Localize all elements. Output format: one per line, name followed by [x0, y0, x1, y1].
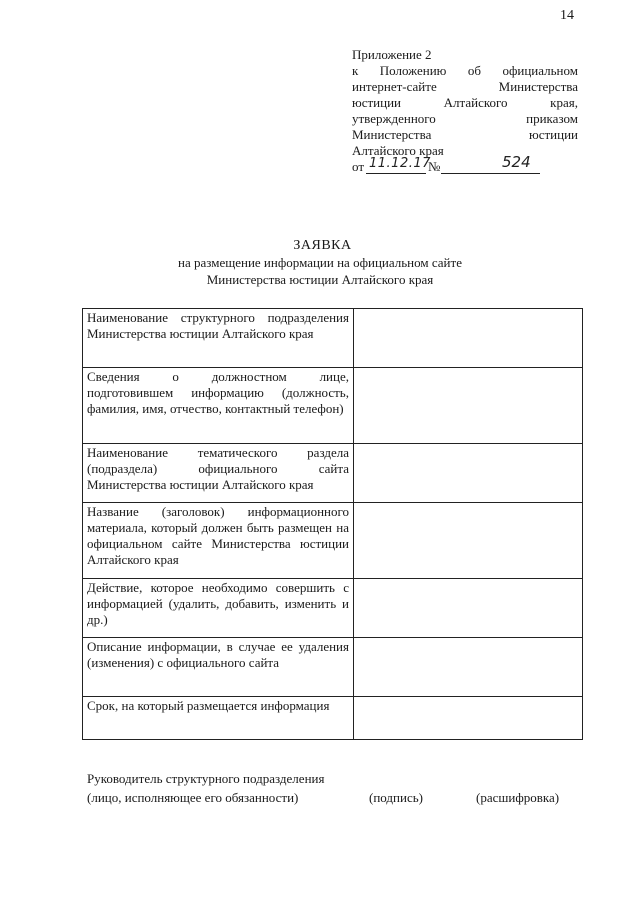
handwritten-number: 524 [502, 153, 531, 171]
document-heading [0, 237, 640, 288]
row-label: Действие, которое необходимо совершить с информацией (удалить, добавить, изменить и др.) [83, 579, 354, 638]
row-label: Описание информации, в случае ее удаления (изменения) с официального сайта [83, 638, 354, 697]
appendix-line: Алтайского края [352, 143, 444, 158]
table-row [83, 579, 583, 638]
decoding-label: (расшифровка) [476, 790, 560, 805]
row-value-cell[interactable] [354, 368, 583, 444]
appendix-line: юстиции Алтайского края, [352, 95, 578, 110]
row-value-cell[interactable] [354, 503, 583, 579]
table-row [83, 697, 583, 740]
table-row [83, 638, 583, 697]
row-label: Наименование тематического раздела (подраздела) официального сайта Министерства юстиции Алтайского края [83, 444, 354, 503]
appendix-line: интернет-сайте Министерства [352, 79, 578, 94]
number-sign: № [428, 159, 441, 174]
appendix-title: Приложение 2 [352, 47, 432, 62]
order-date-number [352, 153, 578, 177]
acting-person-label: (лицо, исполняющее его обязанности) [87, 790, 299, 805]
date-prefix: от [352, 159, 365, 174]
row-value-cell[interactable] [354, 444, 583, 503]
row-label: Наименование структурного подразделения Министерства юстиции Алтайского края [83, 309, 354, 368]
signature-label: (подпись) [369, 790, 423, 805]
table-row [83, 444, 583, 503]
appendix-line: утвержденного приказом [352, 111, 578, 126]
appendix-block [352, 47, 578, 177]
row-value-cell[interactable] [354, 579, 583, 638]
appendix-line: Министерства юстиции [352, 127, 578, 142]
signature-row [87, 788, 577, 807]
document-subtitle: Министерства юстиции Алтайского края [206, 272, 434, 287]
document-title: ЗАЯВКА [293, 238, 352, 253]
signature-block [87, 769, 577, 807]
appendix-line: к Положению об официальном [352, 63, 578, 78]
row-label: Срок, на который размещается информация [83, 697, 354, 740]
handwritten-date: 11.12.17 [369, 156, 431, 171]
row-label: Сведения о должностном лице, подготовившем информацию (должность, фамилия, имя, отчество, контактный телефон) [83, 368, 354, 444]
document-subtitle: на размещение информации на официальном сайте [178, 255, 462, 270]
number-underline [441, 173, 540, 174]
row-value-cell[interactable] [354, 638, 583, 697]
row-label: Название (заголовок) информационного материала, который должен быть размещен на официальном сайте Министерства юстиции Алтайского края [83, 503, 354, 579]
table-row [83, 368, 583, 444]
table-row [83, 503, 583, 579]
row-value-cell[interactable] [354, 309, 583, 368]
table-row [83, 309, 583, 368]
date-underline [366, 173, 426, 174]
page-number: 14 [560, 8, 574, 23]
request-form-table [82, 308, 583, 740]
head-title: Руководитель структурного подразделения [87, 771, 325, 786]
row-value-cell[interactable] [354, 697, 583, 740]
